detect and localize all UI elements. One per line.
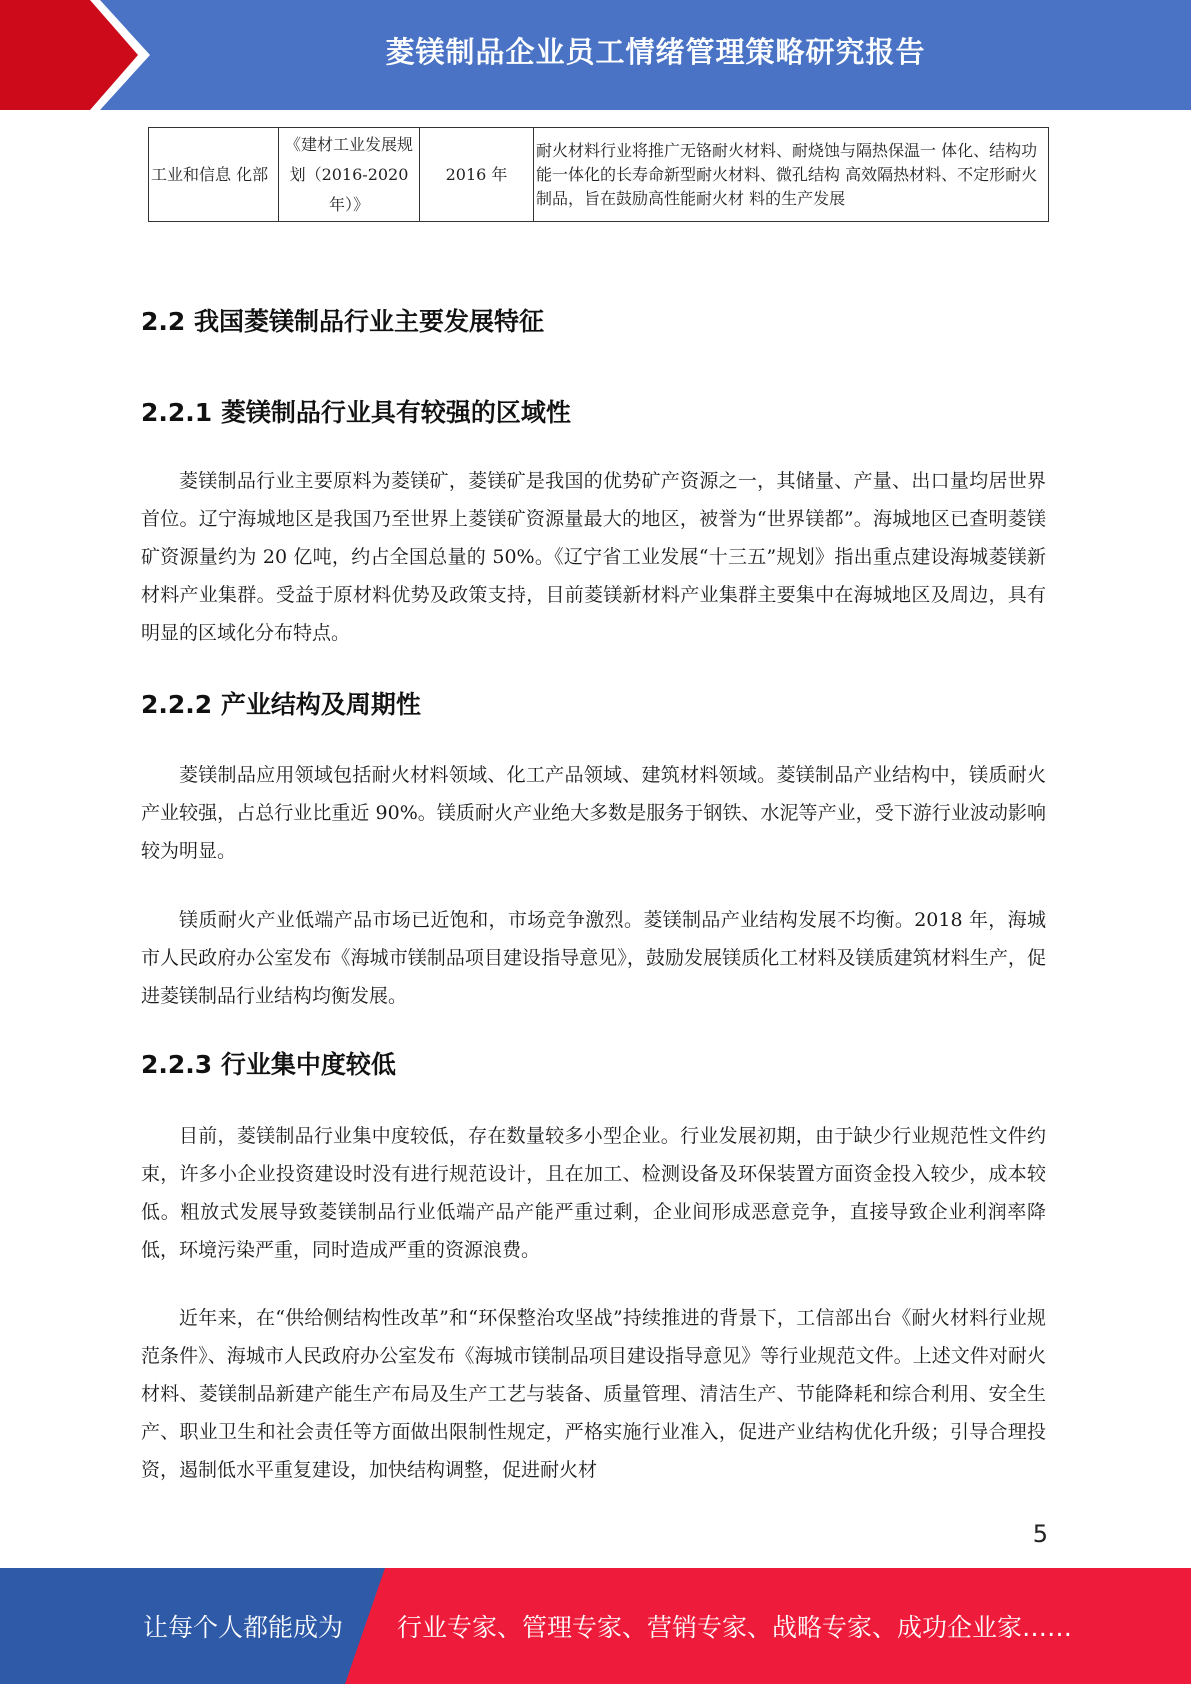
footer-slogan-left: 让每个人都能成为 [143, 1613, 344, 1642]
paragraph: 镁质耐火产业低端产品市场已近饱和，市场竞争激烈。菱镁制品产业结构发展不均衡。2018 年，海城市人民政府办公室发布《海城市镁制品项目建设指导意见》，鼓励发展镁质化工材料及镁质建筑材料生产，促进菱镁制品行业结构均衡发展。 [141, 909, 1046, 1007]
policy-table [148, 127, 1049, 222]
table-cell-document: 《建材工业发展规划（2016-2020 年）》 [279, 128, 420, 222]
report-title: 菱镁制品企业员工情绪管理策略研究报告 [385, 34, 926, 69]
page-number: 5 [1032, 1520, 1048, 1548]
table-cell-department: 工业和信息 化部 [149, 128, 279, 222]
footer-slogan-right: 行业专家、管理专家、营销专家、战略专家、成功企业家…… [397, 1613, 1073, 1642]
paragraph: 目前，菱镁制品行业集中度较低，存在数量较多小型企业。行业发展初期，由于缺少行业规范性文件约束，许多小企业投资建设时没有进行规范设计，且在加工、检测设备及环保装置方面资金投入较少，成本较低。粗放式发展导致菱镁制品行业低端产品产能严重过剩，企业间形成恶意竞争，直接导致企业利润率降低，环境污染严重，同时造成严重的资源浪费。 [141, 1125, 1046, 1261]
paragraph: 近年来，在“供给侧结构性改革”和“环保整治攻坚战”持续推进的背景下，工信部出台《耐火材料行业规范条件》、海城市人民政府办公室发布《海城市镁制品项目建设指导意见》等行业规范文件。上述文件对耐火材料、菱镁制品新建产能生产布局及生产工艺与装备、质量管理、清洁生产、节能降耗和综合利用、安全生产、职业卫生和社会责任等方面做出限制性规定，严格实施行业准入，促进产业结构优化升级；引导合理投资，遏制低水平重复建设，加快结构调整，促进耐火材 [141, 1307, 1046, 1481]
table-cell-year: 2016 年 [420, 128, 534, 222]
footer-banner [0, 1568, 1191, 1684]
table-row [149, 128, 1049, 222]
paragraph: 菱镁制品行业主要原料为菱镁矿，菱镁矿是我国的优势矿产资源之一，其储量、产量、出口量均居世界首位。辽宁海城地区是我国乃至世界上菱镁矿资源量最大的地区，被誉为“世界镁都”。海城地区已查明菱镁矿资源量约为 20 亿吨，约占全国总量的 50%。《辽宁省工业发展“十三五”规划》指出重点建设海城菱镁新材料产业集群。受益于原材料优势及政策支持，目前菱镁新材料产业集群主要集中在海城地区及周边，具有明显的区域化分布特点。 [141, 470, 1046, 644]
section-heading-2-2-3: 2.2.3 行业集中度较低 [141, 1050, 396, 1079]
section-heading-2-2-1: 2.2.1 菱镁制品行业具有较强的区域性 [141, 398, 571, 427]
header-banner [0, 0, 1191, 110]
section-heading-2-2: 2.2 我国菱镁制品行业主要发展特征 [141, 307, 544, 336]
section-heading-2-2-2: 2.2.2 产业结构及周期性 [141, 690, 421, 719]
table-cell-description: 耐火材料行业将推广无铬耐火材料、耐烧蚀与隔热保温一 体化、结构功能一体化的长寿命新型耐火材料、微孔结构 高效隔热材料、不定形耐火制品，旨在鼓励高性能耐火材 料的生产发展 [534, 128, 1049, 222]
paragraph: 菱镁制品应用领域包括耐火材料领域、化工产品领域、建筑材料领域。菱镁制品产业结构中，镁质耐火产业较强，占总行业比重近 90%。镁质耐火产业绝大多数是服务于钢铁、水泥等产业，受下游行业波动影响较为明显。 [141, 764, 1046, 862]
